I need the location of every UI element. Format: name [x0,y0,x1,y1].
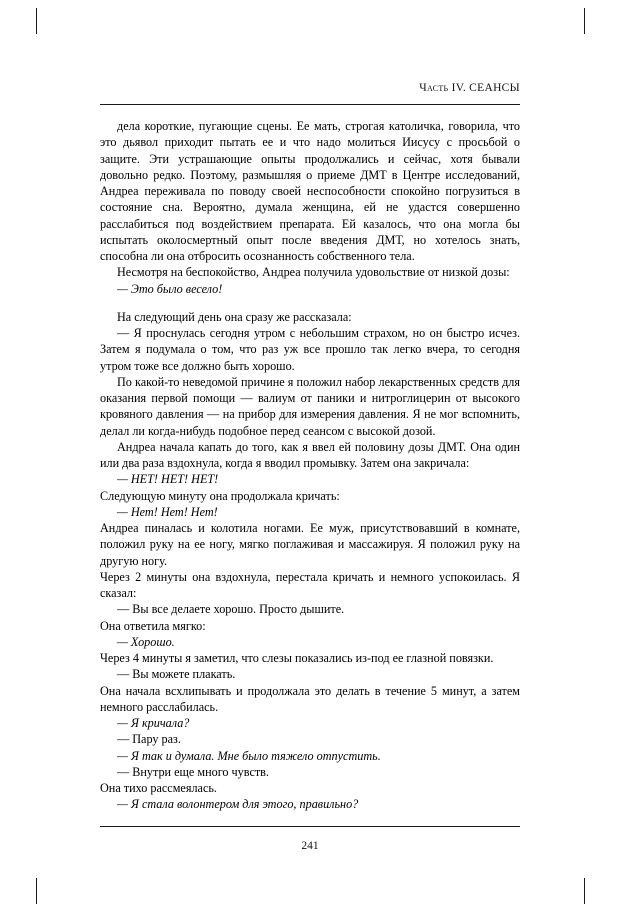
paragraph-body: Несмотря на беспокойство, Андреа получила удовольствие от низкой дозы: [117,265,510,280]
crop-mark-bottom-right [584,878,585,904]
dialogue-italic-text: — Я кричала? [117,716,190,730]
paragraph-body: Она начала всхлипывать и продолжала это делать в течение 5 минут, а затем немного расслабилась. [100,683,520,714]
paragraph-dialogue [100,504,520,520]
page-number: 241 [301,840,319,852]
paragraph-body: Андреа пиналась и колотила ногами. Ее муж, присутствовавший в комнате, положил руку на ее ногу, мягко поглаживая и массажируя. Я положил руку на другую ногу. [100,521,520,568]
dialogue-italic-text: — НЕТ! НЕТ! НЕТ! [117,472,219,487]
paragraph-body: Через 2 минуты она вздохнула, перестала кричать и немного успокоилась. Я сказал: [100,569,520,600]
header-rule [100,104,520,105]
paragraph-body: Она тихо рассмеялась. [100,781,217,795]
paragraph-body: Следующую минуту она продолжала кричать: [100,488,340,503]
paragraph-body: Она ответила мягко: [100,618,206,633]
paragraph-body: На следующий день она сразу же рассказала: [117,309,352,324]
running-head: Часть IV. СЕАНСЫ [419,82,520,94]
paragraph-dialogue: — Вы все делаете хорошо. Просто дышите. [117,602,345,617]
footer-rule [100,826,520,827]
paragraph-body: Через 4 минуты я заметил, что слезы показались из-под ее глазной повязки. [100,651,494,665]
paragraph-dialogue [100,471,520,487]
crop-mark-bottom-left [36,878,37,904]
crop-mark-top-left [36,8,37,34]
dialogue-italic-text: — Хорошо. [117,634,175,649]
paragraph-body: По какой-то неведомой причине я положил набор лекарственных средств для оказания первой помощи — валиум от паники и нитроглицерин от высокого кровяного давления — на прибор для измерения давления. Я не мог вспомнить, делал ли когда-нибудь подобное перед сеансом с высокой дозой. [100,374,520,438]
paragraph-dialogue [100,715,520,731]
crop-mark-top-right [584,8,585,34]
paragraph-dialogue: — Внутри еще много чувств. [117,764,269,779]
paragraph-dialogue: — Пару раз. [117,732,181,747]
paragraph-dialogue [100,281,520,297]
paragraph-body: дела короткие, пугающие сцены. Ее мать, строгая католичка, говорила, что это дьявол приходит пытать ее и что надо молиться Иисусу с просьбой о защите. Эти устрашающие опыты продолжались и сейчас, хотя бывали довольно редко. Поэтому, размышляя о приеме ДМТ в Центре исследований, Андреа переживала по поводу своей неспособности спокойно погрузиться в состояние сна. Вероятно, думала женщина, ей не удастся совершенно расслабиться под воздействием препарата. Ей казалось, что она могла бы испытать околосмертный опыт после введения ДМТ, но хотелось знать, способна ли она отбросить осознанность собственного тела. [100,119,520,263]
dialogue-italic-text: — Я так и думала. Мне было тяжело отпустить. [117,748,381,763]
dialogue-italic-text: — Я стала волонтером для этого, правильно? [117,797,359,812]
dialogue-italic-text: — Нет! Нет! Нет! [117,504,218,519]
body-text-column [100,118,520,813]
paragraph-dialogue [100,796,520,812]
paragraph-dialogue: — Вы можете плакать. [117,667,236,682]
dialogue-italic-text: — Это было весело! [117,281,223,296]
paragraph-dialogue [100,634,520,650]
paragraph-dialogue: — Я проснулась сегодня утром с небольшим страхом, но он быстро исчез. Затем я подумала о том, что раз уж все прошло так легко вчера, то сегодня утром тоже все должно быть хорошо. [100,326,520,373]
paragraph-body: Андреа начала капать до того, как я ввел ей половину дозы ДМТ. Она один или два раза вздохнула, когда я вводил промывку. Затем она закричала: [100,439,520,470]
paragraph-dialogue [100,748,520,764]
